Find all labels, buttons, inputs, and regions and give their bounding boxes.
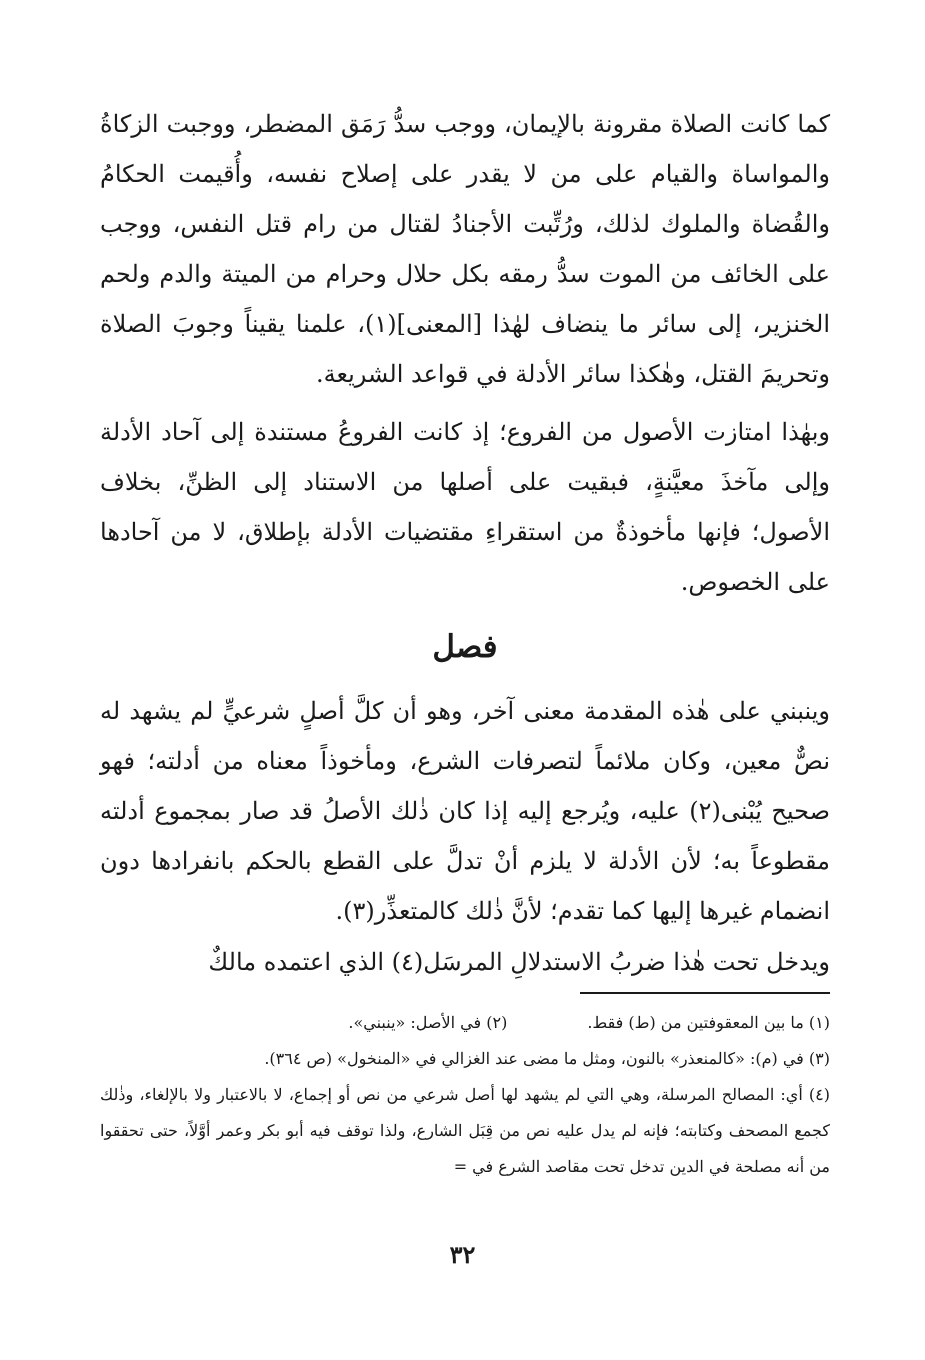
footnote-row-1-2 — [100, 1005, 830, 1041]
paragraph-2: وبهٰذا امتازت الأصول من الفروع؛ إذ كانت الفروعُ مستندة إلى آحاد الأدلة وإلى مآخذَ معيَّنةٍ، فبقيت على أصلها من الاستناد إلى الظنِّ، بخلاف الأصول؛ فإنها مأخوذةٌ من استقراءِ مقتضيات الأدلة بإطلاق، لا من آحادها على الخصوص. — [100, 418, 830, 596]
footnote-1: (١) ما بين المعقوفتين من (ط) فقط. — [587, 1013, 830, 1032]
paragraph-1: كما كانت الصلاة مقرونة بالإيمان، ووجب سدُّ رَمَق المضطر، ووجبت الزكاةُ والمواساة والقيام على من لا يقدر على إصلاح نفسه، وأُقيمت الحكامُ والقُضاة والملوك لذلك، ورُتِّبت الأجنادُ لقتال من رام قتل النفس، ووجب على الخائف من الموت سدُّ رمقه بكل حلال وحرام من الميتة والدم ولحم الخنزير، إلى سائر ما ينضاف لهٰذا [المعنى](١)، علمنا يقيناً وجوبَ الصلاة وتحريمَ القتل، وهٰكذا سائر الأدلة في قواعد الشريعة. — [100, 110, 830, 388]
footnote-divider — [580, 992, 830, 994]
footnotes-section — [100, 1005, 830, 1185]
paragraph-3: وينبني على هٰذه المقدمة معنى آخر، وهو أن كلَّ أصلٍ شرعيٍّ لم يشهد له نصٌّ معين، وكان ملائماً لتصرفات الشرع، ومأخوذاً معناه من أدلته؛ فهو صحيح يُبْنى(٢) عليه، ويُرجع إليه إذا كان ذٰلك الأصلُ قد صار بمجموع أدلته مقطوعاً به؛ لأن الأدلة لا يلزم أنْ تدلَّ على القطع بالحكم بانفرادها دون انضمام غيرها إليها كما تقدم؛ لأنَّ ذٰلك كالمتعذِّر(٣). — [100, 697, 831, 925]
footnote-2: (٢) في الأصل: «ينبني». — [348, 1013, 508, 1032]
footnote-3: (٣) في (م): «كالمنعذر» بالنون، ومثل ما مضى عند الغزالي في «المنخول» (ص ٣٦٤). — [264, 1049, 830, 1068]
page-number: ٣٢ — [449, 1240, 476, 1269]
section-heading: فصل — [432, 629, 498, 665]
footnote-4: (٤) أي: المصالح المرسلة، وهي التي لم يشهد لها أصل شرعي من نص أو إجماع، لا بالاعتبار ولا بالإلغاء، وذٰلك كجمع المصحف وكتابته؛ فإنه لم يدل عليه نص من قِبَل الشارع، ولذا توقف فيه أبو بكر وعمر أوَّلاً، حتى تحققوا من أنه مصلحة في الدين تدخل تحت مقاصد الشرع في = — [100, 1085, 831, 1176]
paragraph-4: ويدخل تحت هٰذا ضربُ الاستدلالِ المرسَل(٤) الذي اعتمده مالكٌ — [208, 948, 830, 976]
